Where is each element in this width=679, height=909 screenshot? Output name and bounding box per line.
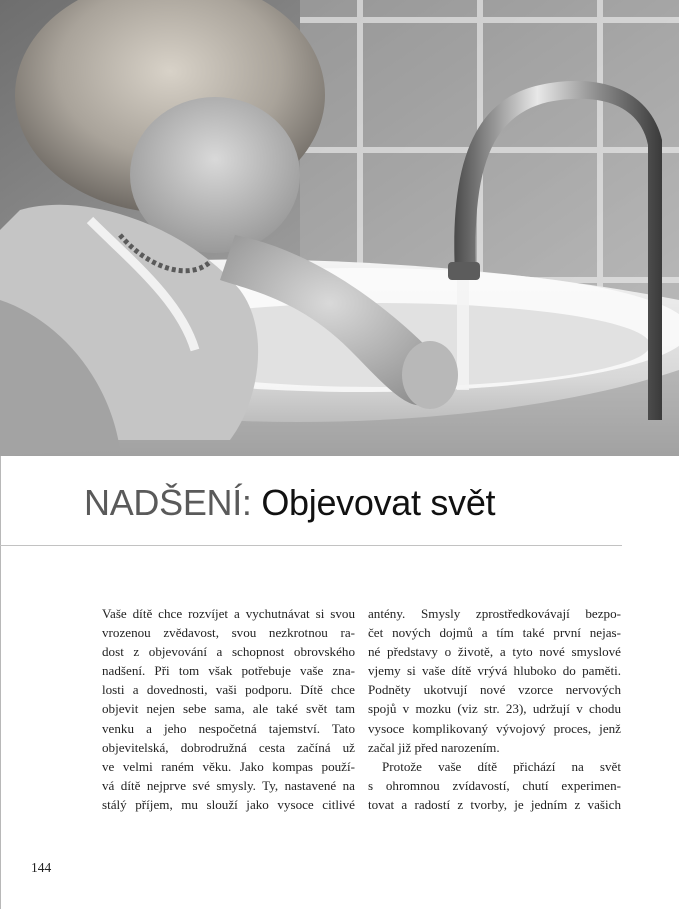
text-line: Podněty ukotvují nové vzorce nervových	[368, 682, 621, 698]
text-column-left	[102, 604, 355, 814]
title-subtitle: Objevovat svět	[261, 482, 496, 523]
text-line: losti a dovednosti, vaši podporu. Dítě chce	[102, 682, 355, 698]
text-line: vrozenou zvědavost, svou nezkrotnou ra-	[102, 625, 355, 641]
text-line: vysoce komplikovaný vývojový proces, jenž	[368, 720, 621, 736]
text-line: stálý příjem, mu slouží jako vysoce citlivé	[102, 796, 355, 812]
text-line: s ohromnou zvídavostí, chutí experimen-	[368, 777, 621, 793]
page-number: 144	[31, 860, 52, 875]
text-line: spojů v mozku (viz str. 23), udržují v chodu	[368, 701, 621, 717]
text-line: vá dítě nejprve své smysly. Ty, nastavené na	[102, 777, 355, 793]
text-line: Vaše dítě chce rozvíjet a vychutnávat si svou	[102, 606, 355, 621]
text-line: vjemy si vaše dítě vrývá hluboko do paměti.	[368, 663, 621, 679]
title-keyword: NADŠENÍ:	[84, 482, 252, 523]
text-line: objevit nejen sebe sama, ale také svět tam	[102, 701, 355, 717]
text-line: Protože vaše dítě přichází na svět	[382, 758, 621, 774]
water-stream	[457, 280, 469, 390]
text-line: začal již před narozením.	[368, 739, 500, 755]
text-line: né představy o životě, a tyto nové smyslové	[368, 644, 621, 660]
text-line: nadšení. Při tom však potřebuje vaše zna-	[102, 663, 355, 679]
text-line: dost z objevování a schopnost obrovského	[102, 644, 355, 660]
text-line: tovat a radostí z tvorby, je jedním z vašich	[368, 796, 621, 812]
text-line: antény. Smysly zprostředkovávají bezpo-	[368, 606, 621, 621]
text-line: venku a jeho nespočetná tajemství. Tato	[102, 720, 355, 736]
text-line: čet nových dojmů a tím také první nejas-	[368, 625, 621, 641]
title-divider	[0, 545, 622, 546]
text-line: objevitelská, dobrodružná cesta začíná už	[102, 739, 355, 755]
text-column-right	[368, 604, 621, 814]
text-line: ve velmi raném věku. Jako kompas použí-	[102, 758, 355, 774]
page-title	[84, 478, 495, 528]
